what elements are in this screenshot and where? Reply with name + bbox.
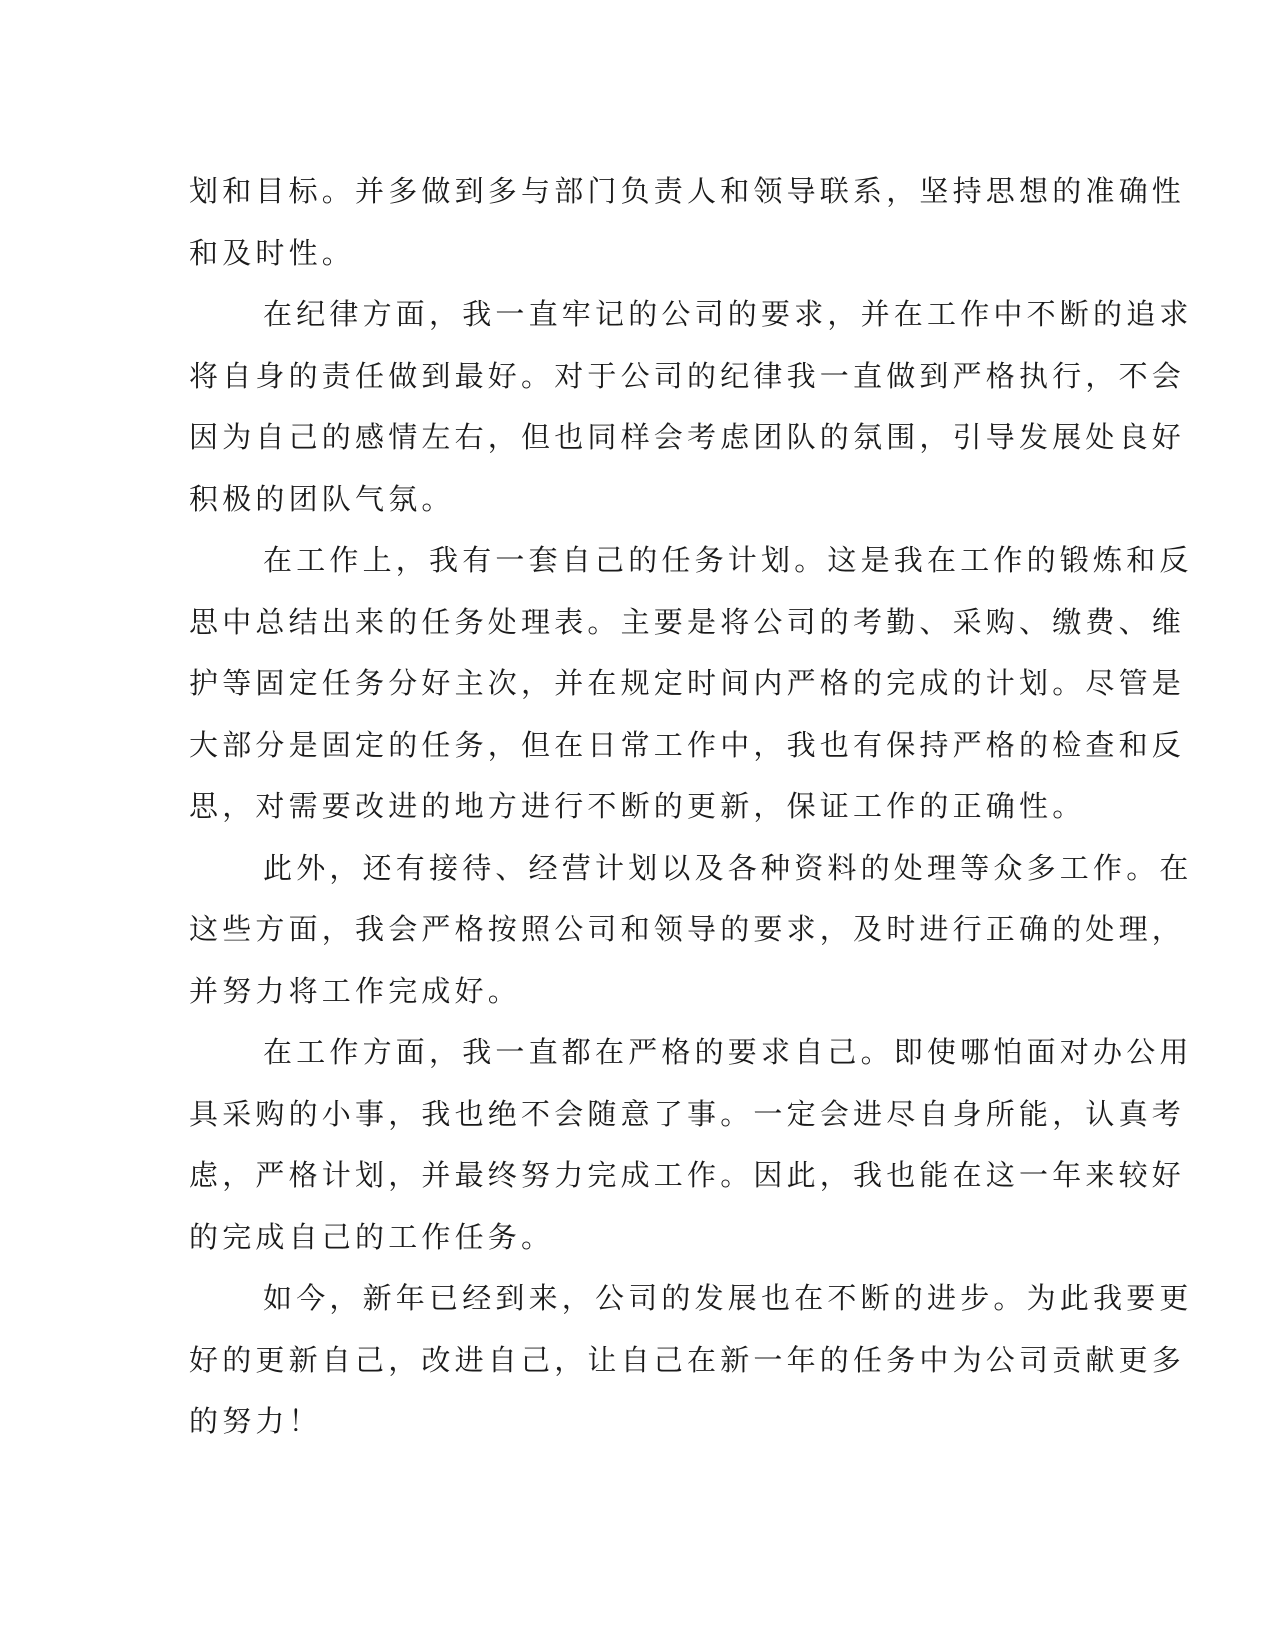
paragraph-line: 思，对需要改进的地方进行不断的更新，保证工作的正确性。 [189,789,1086,823]
paragraph-first-line: 在纪律方面，我一直牢记的公司的要求，并在工作中不断的追求 [263,297,1193,331]
paragraph-discipline [189,284,1193,530]
paragraph-line: 大部分是固定的任务，但在日常工作中，我也有保持严格的检查和反 [189,727,1186,762]
paragraph-line: 虑，严格计划，并最终努力完成工作。因此，我也能在这一年来较好 [189,1158,1186,1192]
paragraph-line: 和及时性。 [189,235,356,270]
paragraph-line: 好的更新自己，改进自己，让自己在新一年的任务中为公司贡献更多 [189,1342,1186,1377]
paragraph-line: 划和目标。并多做到多与部门负责人和领导联系，坚持思想的准确性 [189,174,1186,208]
paragraph-new-year [189,1268,1193,1453]
paragraph-first-line: 如今，新年已经到来，公司的发展也在不断的进步。为此我要更 [263,1281,1193,1315]
paragraph-line: 护等固定任务分好主次，并在规定时间内严格的完成的计划。尽管是 [189,666,1186,700]
paragraph-line: 并努力将工作完成好。 [189,973,522,1008]
paragraph-task-plan [189,530,1193,838]
paragraph-line: 思中总结出来的任务处理表。主要是将公司的考勤、采购、缴费、维 [189,604,1186,639]
paragraph-other-work [189,838,1193,1023]
paragraph-line: 的努力！ [189,1404,322,1438]
paragraph-line: 的完成自己的工作任务。 [189,1219,555,1254]
paragraph-line: 这些方面，我会严格按照公司和领导的要求，及时进行正确的处理， [189,912,1186,946]
paragraph-line: 将自身的责任做到最好。对于公司的纪律我一直做到严格执行，不会 [189,358,1186,393]
paragraph-line: 因为自己的感情左右，但也同样会考虑团队的氛围，引导发展处良好 [189,420,1186,454]
paragraph-line: 具采购的小事，我也绝不会随意了事。一定会进尽自身所能，认真考 [189,1096,1186,1131]
paragraph-first-line: 此外，还有接待、经营计划以及各种资料的处理等众多工作。在 [263,850,1193,885]
document-body [189,161,1193,1453]
paragraph-continuation [189,161,1186,284]
paragraph-work-attitude [189,1022,1193,1268]
paragraph-first-line: 在工作方面，我一直都在严格的要求自己。即使哪怕面对办公用 [263,1035,1193,1069]
paragraph-first-line: 在工作上，我有一套自己的任务计划。这是我在工作的锻炼和反 [263,543,1193,577]
paragraph-line: 积极的团队气氛。 [189,481,455,516]
